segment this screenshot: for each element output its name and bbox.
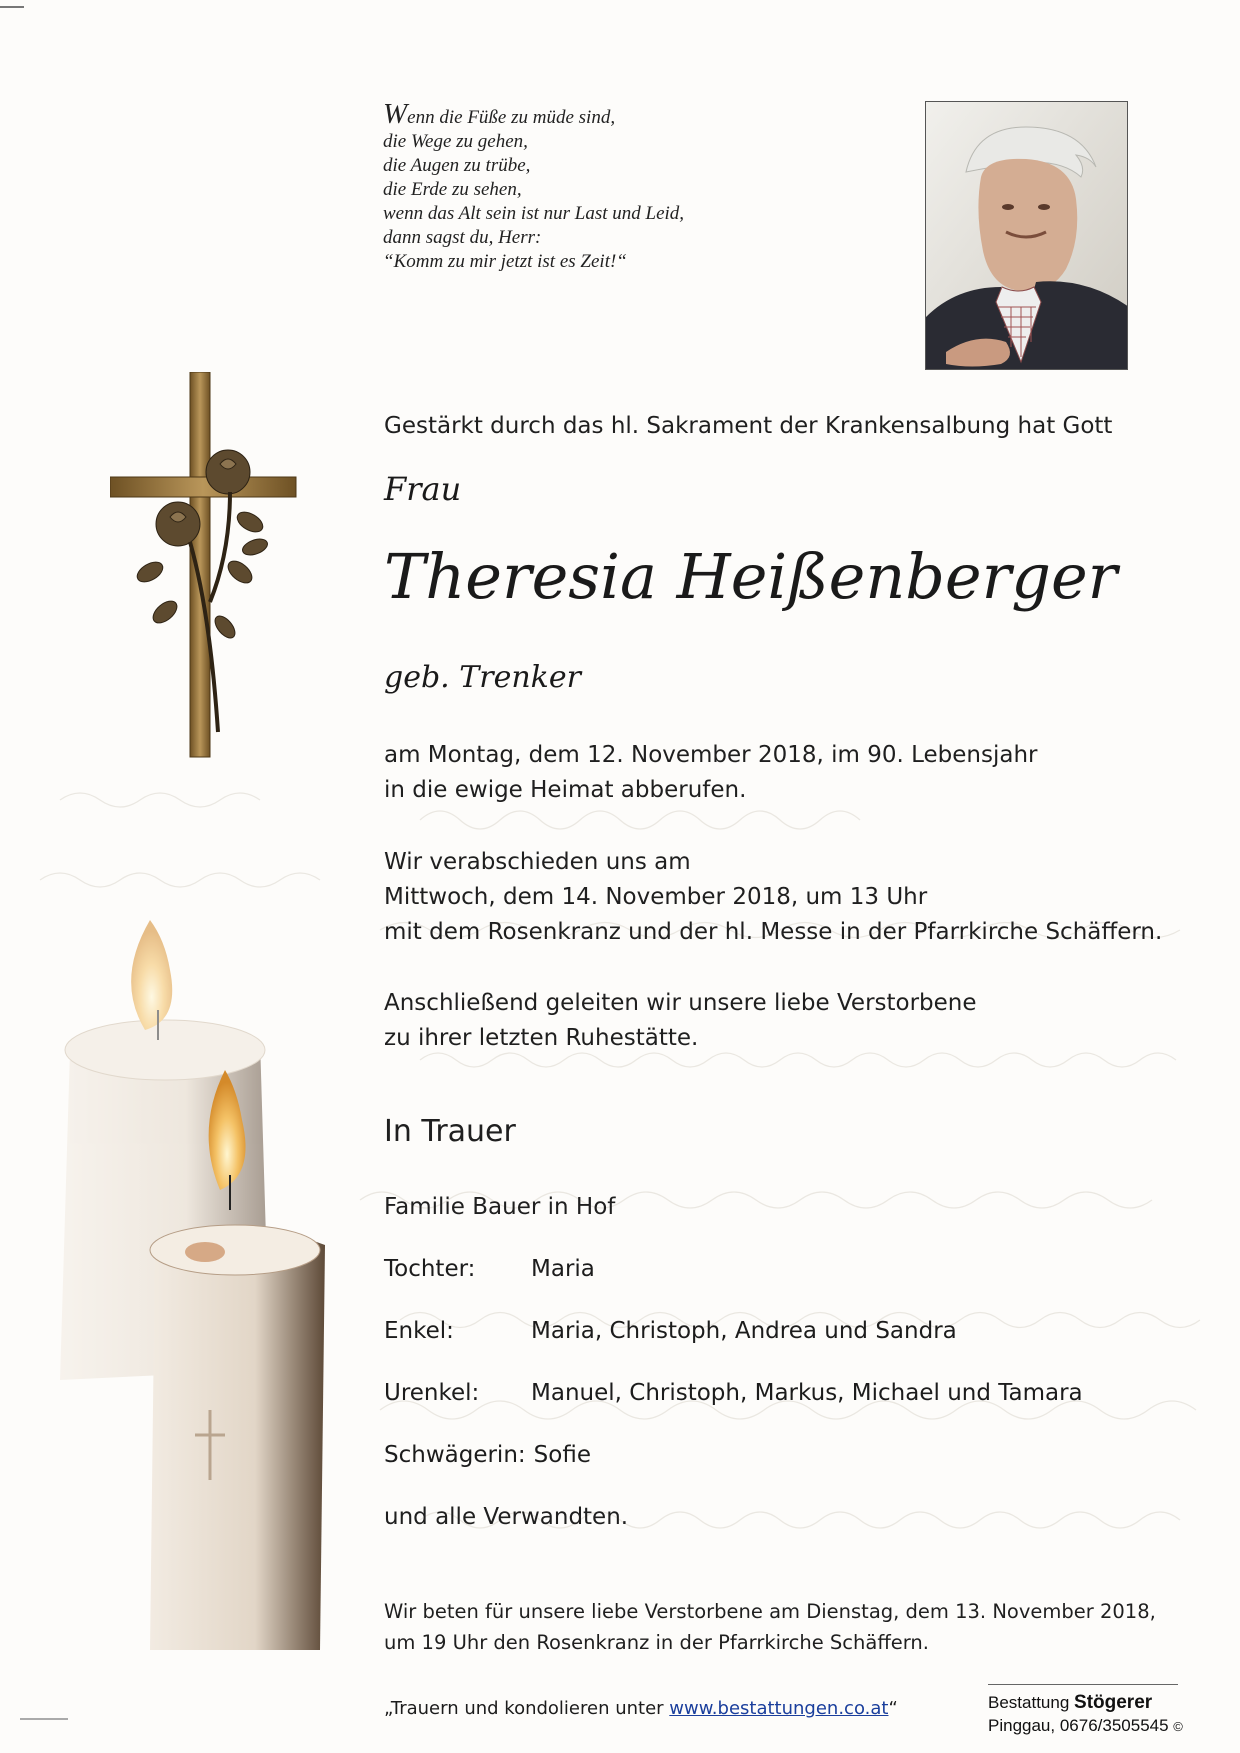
burial-line: Anschließend geleiten wir unsere liebe Verstorbene xyxy=(384,990,977,1016)
prayer-line: um 19 Uhr den Rosenkranz in der Pfarrkirche Schäffern. xyxy=(384,1631,929,1654)
death-notice-line: in die ewige Heimat abberufen. xyxy=(384,777,747,803)
condolence-note xyxy=(384,1698,898,1719)
relative-names: Manuel, Christoph, Markus, Michael und Tamara xyxy=(531,1380,1083,1406)
mourners-heading: In Trauer xyxy=(384,1114,516,1149)
poem-line: “Komm zu mir jetzt ist es Zeit!“ xyxy=(383,251,627,272)
portrait-drawing xyxy=(926,102,1128,370)
poem-line: die Augen zu trübe, xyxy=(383,155,531,176)
undertaker-brand: Stögerer xyxy=(1074,1692,1153,1713)
burial-notice xyxy=(384,986,977,1056)
portrait-photo xyxy=(925,101,1128,370)
relative-row xyxy=(384,1442,591,1468)
condolence-link[interactable]: www.bestattungen.co.at xyxy=(669,1698,889,1719)
relative-names: Maria xyxy=(531,1256,595,1282)
poem-drop-letter: W xyxy=(383,98,408,130)
closing-line: und alle Verwandten. xyxy=(384,1504,629,1530)
scan-mark xyxy=(20,1718,68,1720)
relative-label: Tochter: xyxy=(384,1256,476,1282)
undertaker-name xyxy=(988,1691,1178,1714)
relative-row xyxy=(384,1318,957,1344)
deceased-name: Theresia Heißenberger xyxy=(384,540,1118,613)
copyright-mark: © xyxy=(1173,1719,1183,1734)
condolence-suffix: “ xyxy=(888,1698,898,1719)
relative-names: Maria, Christoph, Andrea und Sandra xyxy=(531,1318,957,1344)
cross-with-roses-icon xyxy=(110,372,310,762)
poem-line-first xyxy=(383,98,684,130)
farewell-notice xyxy=(384,845,1162,950)
undertaker-contact-line xyxy=(988,1714,1183,1738)
death-notice xyxy=(384,738,1038,808)
undertaker-contact: Pinggau, 0676/3505545 xyxy=(988,1716,1169,1735)
death-notice-line: am Montag, dem 12. November 2018, im 90. Lebensjahr xyxy=(384,742,1038,768)
prayer-notice xyxy=(384,1596,1156,1658)
relative-label: Urenkel: xyxy=(384,1380,480,1406)
prayer-line: Wir beten für unsere liebe Verstorbene am Dienstag, dem 13. November 2018, xyxy=(384,1600,1156,1623)
poem-line: die Wege zu gehen, xyxy=(383,131,528,152)
relative-label: Enkel: xyxy=(384,1318,454,1344)
relative-row xyxy=(384,1256,595,1282)
relative-row xyxy=(384,1380,1083,1406)
maiden-name: geb. Trenker xyxy=(384,660,581,695)
farewell-line: Wir verabschieden uns am xyxy=(384,849,691,875)
poem-line: wenn das Alt sein ist nur Last und Leid, xyxy=(383,203,685,224)
undertaker-footer xyxy=(988,1684,1183,1738)
salutation: Frau xyxy=(384,470,462,508)
candles-illustration xyxy=(30,910,360,1670)
family-line: Familie Bauer in Hof xyxy=(384,1194,616,1220)
poem-first-rest: enn die Füße zu müde sind, xyxy=(407,107,616,128)
relative-label: Schwägerin: xyxy=(384,1442,526,1468)
poem-line: dann sagst du, Herr: xyxy=(383,227,542,248)
poem xyxy=(383,98,685,274)
relative-names: Sofie xyxy=(533,1442,591,1468)
scan-mark xyxy=(0,6,24,8)
farewell-line: mit dem Rosenkranz und der hl. Messe in der Pfarrkirche Schäffern. xyxy=(384,919,1163,945)
poem-line: die Erde zu sehen, xyxy=(383,179,522,200)
condolence-prefix: „Trauern und kondolieren unter xyxy=(384,1698,670,1719)
undertaker-prefix: Bestattung xyxy=(988,1693,1075,1712)
intro-text: Gestärkt durch das hl. Sakrament der Krankensalbung hat Gott xyxy=(384,413,1113,439)
burial-line: zu ihrer letzten Ruhestätte. xyxy=(384,1025,699,1051)
farewell-line: Mittwoch, dem 14. November 2018, um 13 Uhr xyxy=(384,884,928,910)
